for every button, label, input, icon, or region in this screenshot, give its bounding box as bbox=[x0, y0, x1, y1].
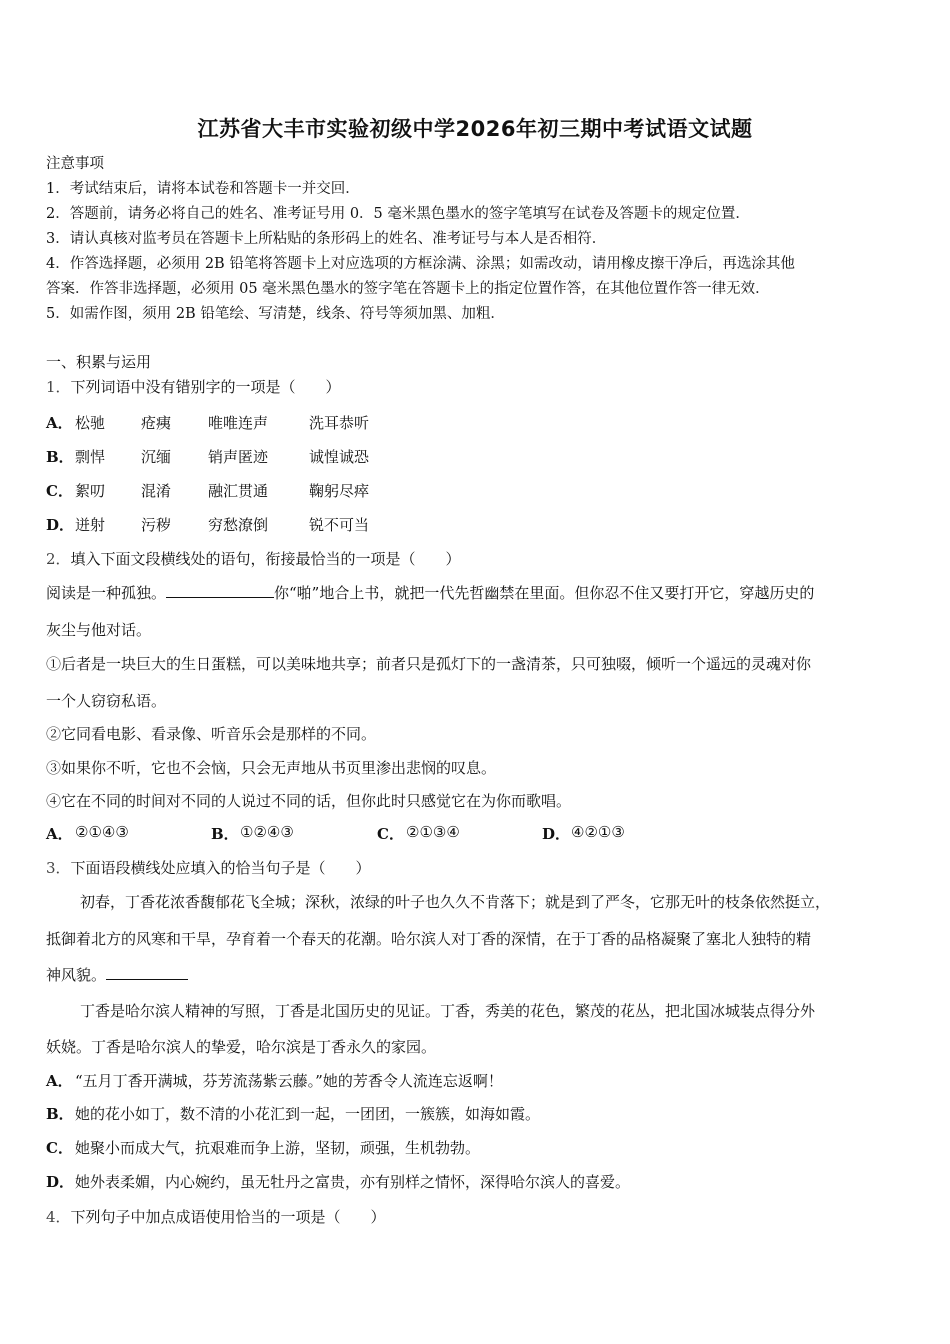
option-text: ④②①③ bbox=[571, 823, 625, 841]
option-word: 污秽 bbox=[141, 516, 172, 534]
option-word: 融汇贯通 bbox=[208, 482, 269, 500]
option-label: C． bbox=[46, 482, 73, 500]
option-text: ②①③④ bbox=[406, 823, 460, 841]
passage-line: 妖娆。丁香是哈尔滨人的挚爱，哈尔滨是丁香永久的家园。 bbox=[46, 1038, 437, 1056]
option-word: 锐不可当 bbox=[309, 516, 370, 534]
passage-line bbox=[46, 964, 188, 985]
option-text: ②①④③ bbox=[75, 823, 129, 841]
option-word: 洗耳恭听 bbox=[309, 414, 370, 432]
option-label: C． bbox=[46, 1139, 73, 1157]
notice-item: 1．考试结束后，请将本试卷和答题卡一并交回． bbox=[46, 181, 360, 197]
option-word: 穷愁潦倒 bbox=[208, 516, 269, 534]
option-word: 唯唯连声 bbox=[208, 414, 269, 432]
option-word: 迸射 bbox=[75, 516, 106, 534]
question-1 bbox=[46, 376, 341, 397]
notice-item: 答案．作答非选择题，必须用 05 毫米黑色墨水的签字笔在答题卡上的指定位置作答，在其他位置作答一律无效． bbox=[46, 281, 770, 297]
question-number: 1． bbox=[46, 378, 71, 396]
question-number: 4． bbox=[46, 1208, 71, 1226]
passage-line: 丁香是哈尔滨人精神的写照，丁香是北国历史的见证。丁香，秀美的花色，繁茂的花丛，把北国冰城装点得分外 bbox=[80, 1002, 816, 1020]
option-word: 鞠躬尽瘁 bbox=[309, 482, 370, 500]
option-text: 她外表柔媚，内心婉约，虽无牡丹之富贵，亦有别样之情怀，深得哈尔滨人的喜爱。 bbox=[75, 1173, 631, 1191]
passage-line bbox=[46, 582, 814, 603]
option-label: B． bbox=[46, 448, 74, 466]
sentence-2: ②它同看电影、看录像、听音乐会是那样的不同。 bbox=[46, 725, 377, 743]
option-label: A． bbox=[46, 1072, 73, 1090]
sentence-3: ③如果你不听，它也不会恼，只会无声地从书页里渗出悲悯的叹息。 bbox=[46, 759, 497, 777]
section-heading: 一、积累与运用 bbox=[46, 353, 152, 371]
notice-item: 5．如需作图，须用 2B 铅笔绘、写清楚，线条、符号等须加黑、加粗． bbox=[46, 306, 505, 322]
notice-item: 4．作答选择题，必须用 2B 铅笔将答题卡上对应选项的方框涂满、涂黑；如需改动，请用橡皮擦干净后，再选涂其他 bbox=[46, 256, 795, 272]
question-3 bbox=[46, 857, 371, 878]
option-label: A． bbox=[46, 414, 73, 432]
option-word: 混淆 bbox=[141, 482, 172, 500]
option-text: 她的花小如丁，数不清的小花汇到一起，一团团，一簇簇，如海如霞。 bbox=[75, 1105, 541, 1123]
question-stem: 填入下面文段横线处的语句，衔接最恰当的一项是（ ） bbox=[70, 550, 461, 568]
option-text: “五月丁香开满城，芬芳流荡紫云藤。”她的芳香令人流连忘返啊！ bbox=[75, 1072, 503, 1090]
fill-blank bbox=[106, 965, 188, 980]
option-label: D． bbox=[542, 825, 571, 843]
option-word: 销声匿迹 bbox=[208, 448, 269, 466]
fill-blank bbox=[166, 583, 274, 598]
option-word: 诚惶诚恐 bbox=[309, 448, 370, 466]
passage-text: 你“啪”地合上书，就把一代先哲幽禁在里面。但你忍不住又要打开它，穿越历史的 bbox=[274, 584, 815, 602]
option-label: B． bbox=[46, 1105, 74, 1123]
page-title: 江苏省大丰市实验初级中学2026年初三期中考试语文试题 bbox=[197, 117, 753, 141]
notice-item: 2．答题前，请务必将自己的姓名、准考证号用 0．5 毫米黑色墨水的签字笔填写在试卷及答题卡的规定位置． bbox=[46, 206, 750, 222]
option-text: 她聚小而成大气，抗艰难而争上游，坚韧，顽强，生机勃勃。 bbox=[75, 1139, 481, 1157]
sentence-1-cont: 一个人窃窃私语。 bbox=[46, 692, 167, 710]
sentence-4: ④它在不同的时间对不同的人说过不同的话，但你此时只感觉它在为你而歌唱。 bbox=[46, 792, 572, 810]
option-label: D． bbox=[46, 516, 75, 534]
question-2 bbox=[46, 548, 461, 569]
notice-item: 3．请认真核对监考员在答题卡上所粘贴的条形码上的姓名、准考证号与本人是否相符． bbox=[46, 231, 607, 247]
notice-heading: 注意事项 bbox=[46, 156, 104, 172]
option-label: B． bbox=[211, 825, 239, 843]
passage-line: 初春，丁香花浓香馥郁花飞全城；深秋，浓绿的叶子也久久不肯落下；就是到了严冬，它那无叶的枝条依然挺立， bbox=[80, 893, 831, 911]
option-word: 沉缅 bbox=[141, 448, 172, 466]
passage-line: 灰尘与他对话。 bbox=[46, 621, 152, 639]
question-stem: 下面语段横线处应填入的恰当句子是（ ） bbox=[70, 859, 371, 877]
question-stem: 下列词语中没有错别字的一项是（ ） bbox=[70, 378, 341, 396]
option-text: ①②④③ bbox=[240, 823, 294, 841]
passage-line: 抵御着北方的风寒和干旱，孕育着一个春天的花潮。哈尔滨人对丁香的深情，在于丁香的品格凝聚了塞北人独特的精 bbox=[46, 930, 812, 948]
option-label: C． bbox=[377, 825, 404, 843]
question-stem: 下列句子中加点成语使用恰当的一项是（ ） bbox=[70, 1208, 386, 1226]
option-word: 松驰 bbox=[75, 414, 106, 432]
option-word: 絮叨 bbox=[75, 482, 106, 500]
passage-text: 神风貌。 bbox=[46, 966, 107, 984]
option-label: D． bbox=[46, 1173, 75, 1191]
option-word: 剽悍 bbox=[75, 448, 106, 466]
question-4 bbox=[46, 1206, 386, 1227]
option-word: 疮痍 bbox=[141, 414, 172, 432]
option-label: A． bbox=[46, 825, 73, 843]
question-number: 2． bbox=[46, 550, 71, 568]
passage-text: 阅读是一种孤独。 bbox=[46, 584, 167, 602]
question-number: 3． bbox=[46, 859, 71, 877]
sentence-1: ①后者是一块巨大的生日蛋糕，可以美味地共享；前者只是孤灯下的一盏清茶，只可独啜，倾听一个遥远的灵魂对你 bbox=[46, 655, 812, 673]
